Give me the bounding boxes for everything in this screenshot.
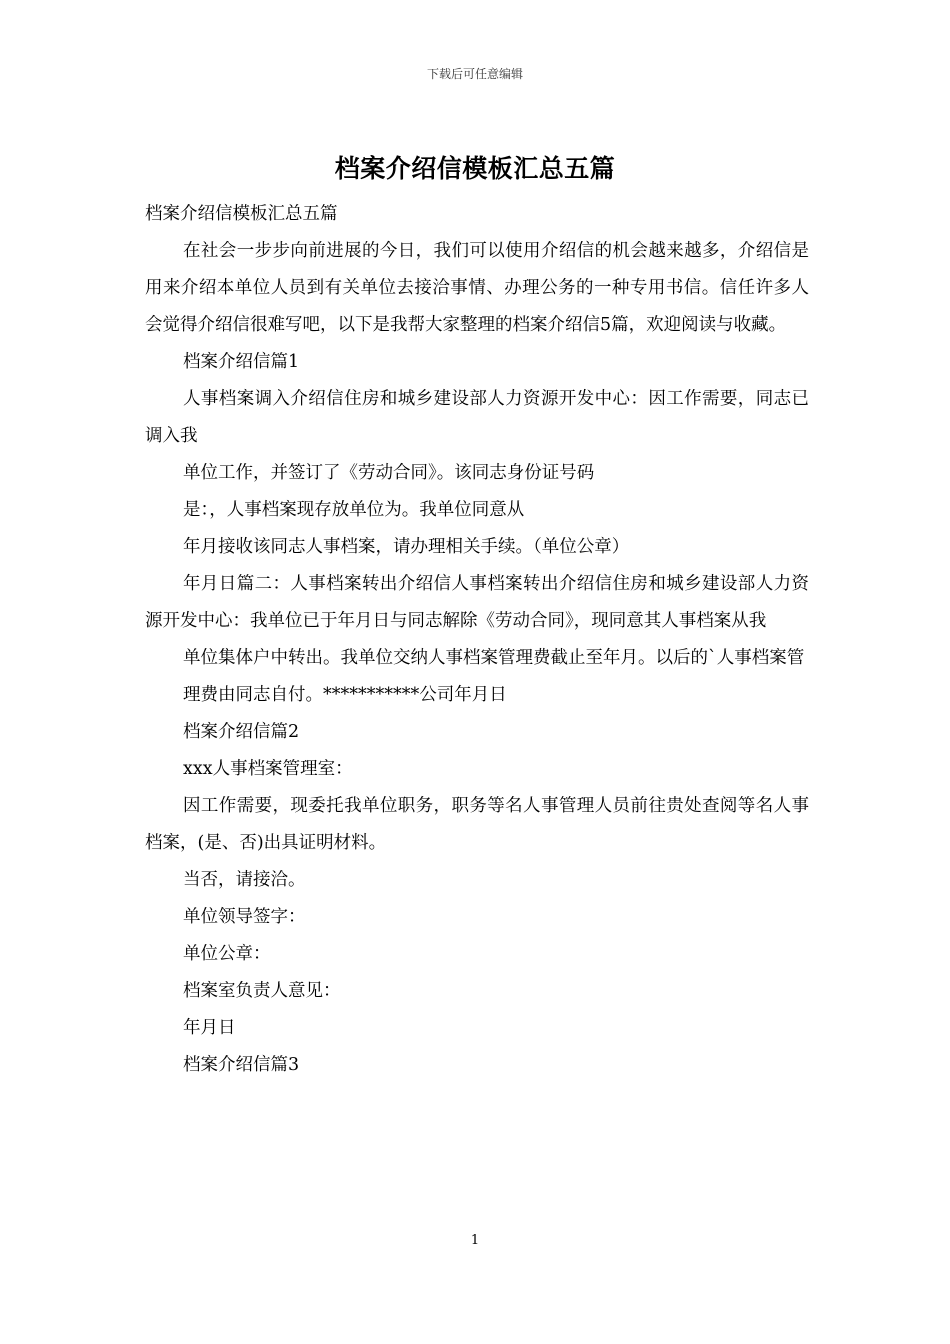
page-header: 下载后可任意编辑	[426, 67, 523, 81]
section-heading-3: 档案介绍信篇3	[183, 1055, 300, 1075]
section-heading-1: 档案介绍信篇1	[183, 352, 300, 372]
page-number: 1	[470, 1233, 480, 1248]
paragraph: xxx人事档案管理室：	[183, 759, 353, 779]
paragraph: 单位集体户中转出。我单位交纳人事档案管理费截止至年月。以后的`人事档案管	[183, 648, 805, 668]
paragraph: 当否，请接洽。	[183, 870, 306, 890]
paragraph: 是：，人事档案现存放单位为。我单位同意从	[183, 500, 525, 520]
document-title: 档案介绍信模板汇总五篇	[334, 154, 616, 183]
document-body	[145, 196, 809, 1084]
paragraph: 人事档案调入介绍信住房和城乡建设部人力资源开发中心：因工作需要，同志已调入我	[145, 389, 809, 446]
paragraph: 单位公章：	[183, 944, 271, 964]
paragraph: 年月日	[183, 1018, 236, 1038]
paragraph: 档案室负责人意见：	[183, 981, 341, 1001]
paragraph: 单位领导签字：	[183, 907, 306, 927]
paragraph: 年月接收该同志人事档案，请办理相关手续。（单位公章）	[183, 537, 630, 557]
paragraph: 理费由同志自付。***********公司年月日	[183, 685, 507, 705]
paragraph: 单位工作，并签订了《劳动合同》。该同志身份证号码	[183, 463, 595, 483]
paragraph: 因工作需要，现委托我单位职务，职务等名人事管理人员前往贵处查阅等名人事档案，(是、否)出具证明材料。	[145, 796, 809, 853]
paragraph: 年月日篇二：人事档案转出介绍信人事档案转出介绍信住房和城乡建设部人力资源开发中心：我单位已于年月日与同志解除《劳动合同》，现同意其人事档案从我	[145, 574, 809, 631]
section-heading-2: 档案介绍信篇2	[183, 722, 300, 742]
paragraph-subtitle: 档案介绍信模板汇总五篇	[145, 204, 338, 224]
paragraph-intro: 在社会一步步向前进展的今日，我们可以使用介绍信的机会越来越多，介绍信是用来介绍本单位人员到有关单位去接洽事情、办理公务的一种专用书信。信任许多人会觉得介绍信很难写吧，以下是我帮大家整理的档案介绍信5篇，欢迎阅读与收藏。	[145, 241, 809, 335]
